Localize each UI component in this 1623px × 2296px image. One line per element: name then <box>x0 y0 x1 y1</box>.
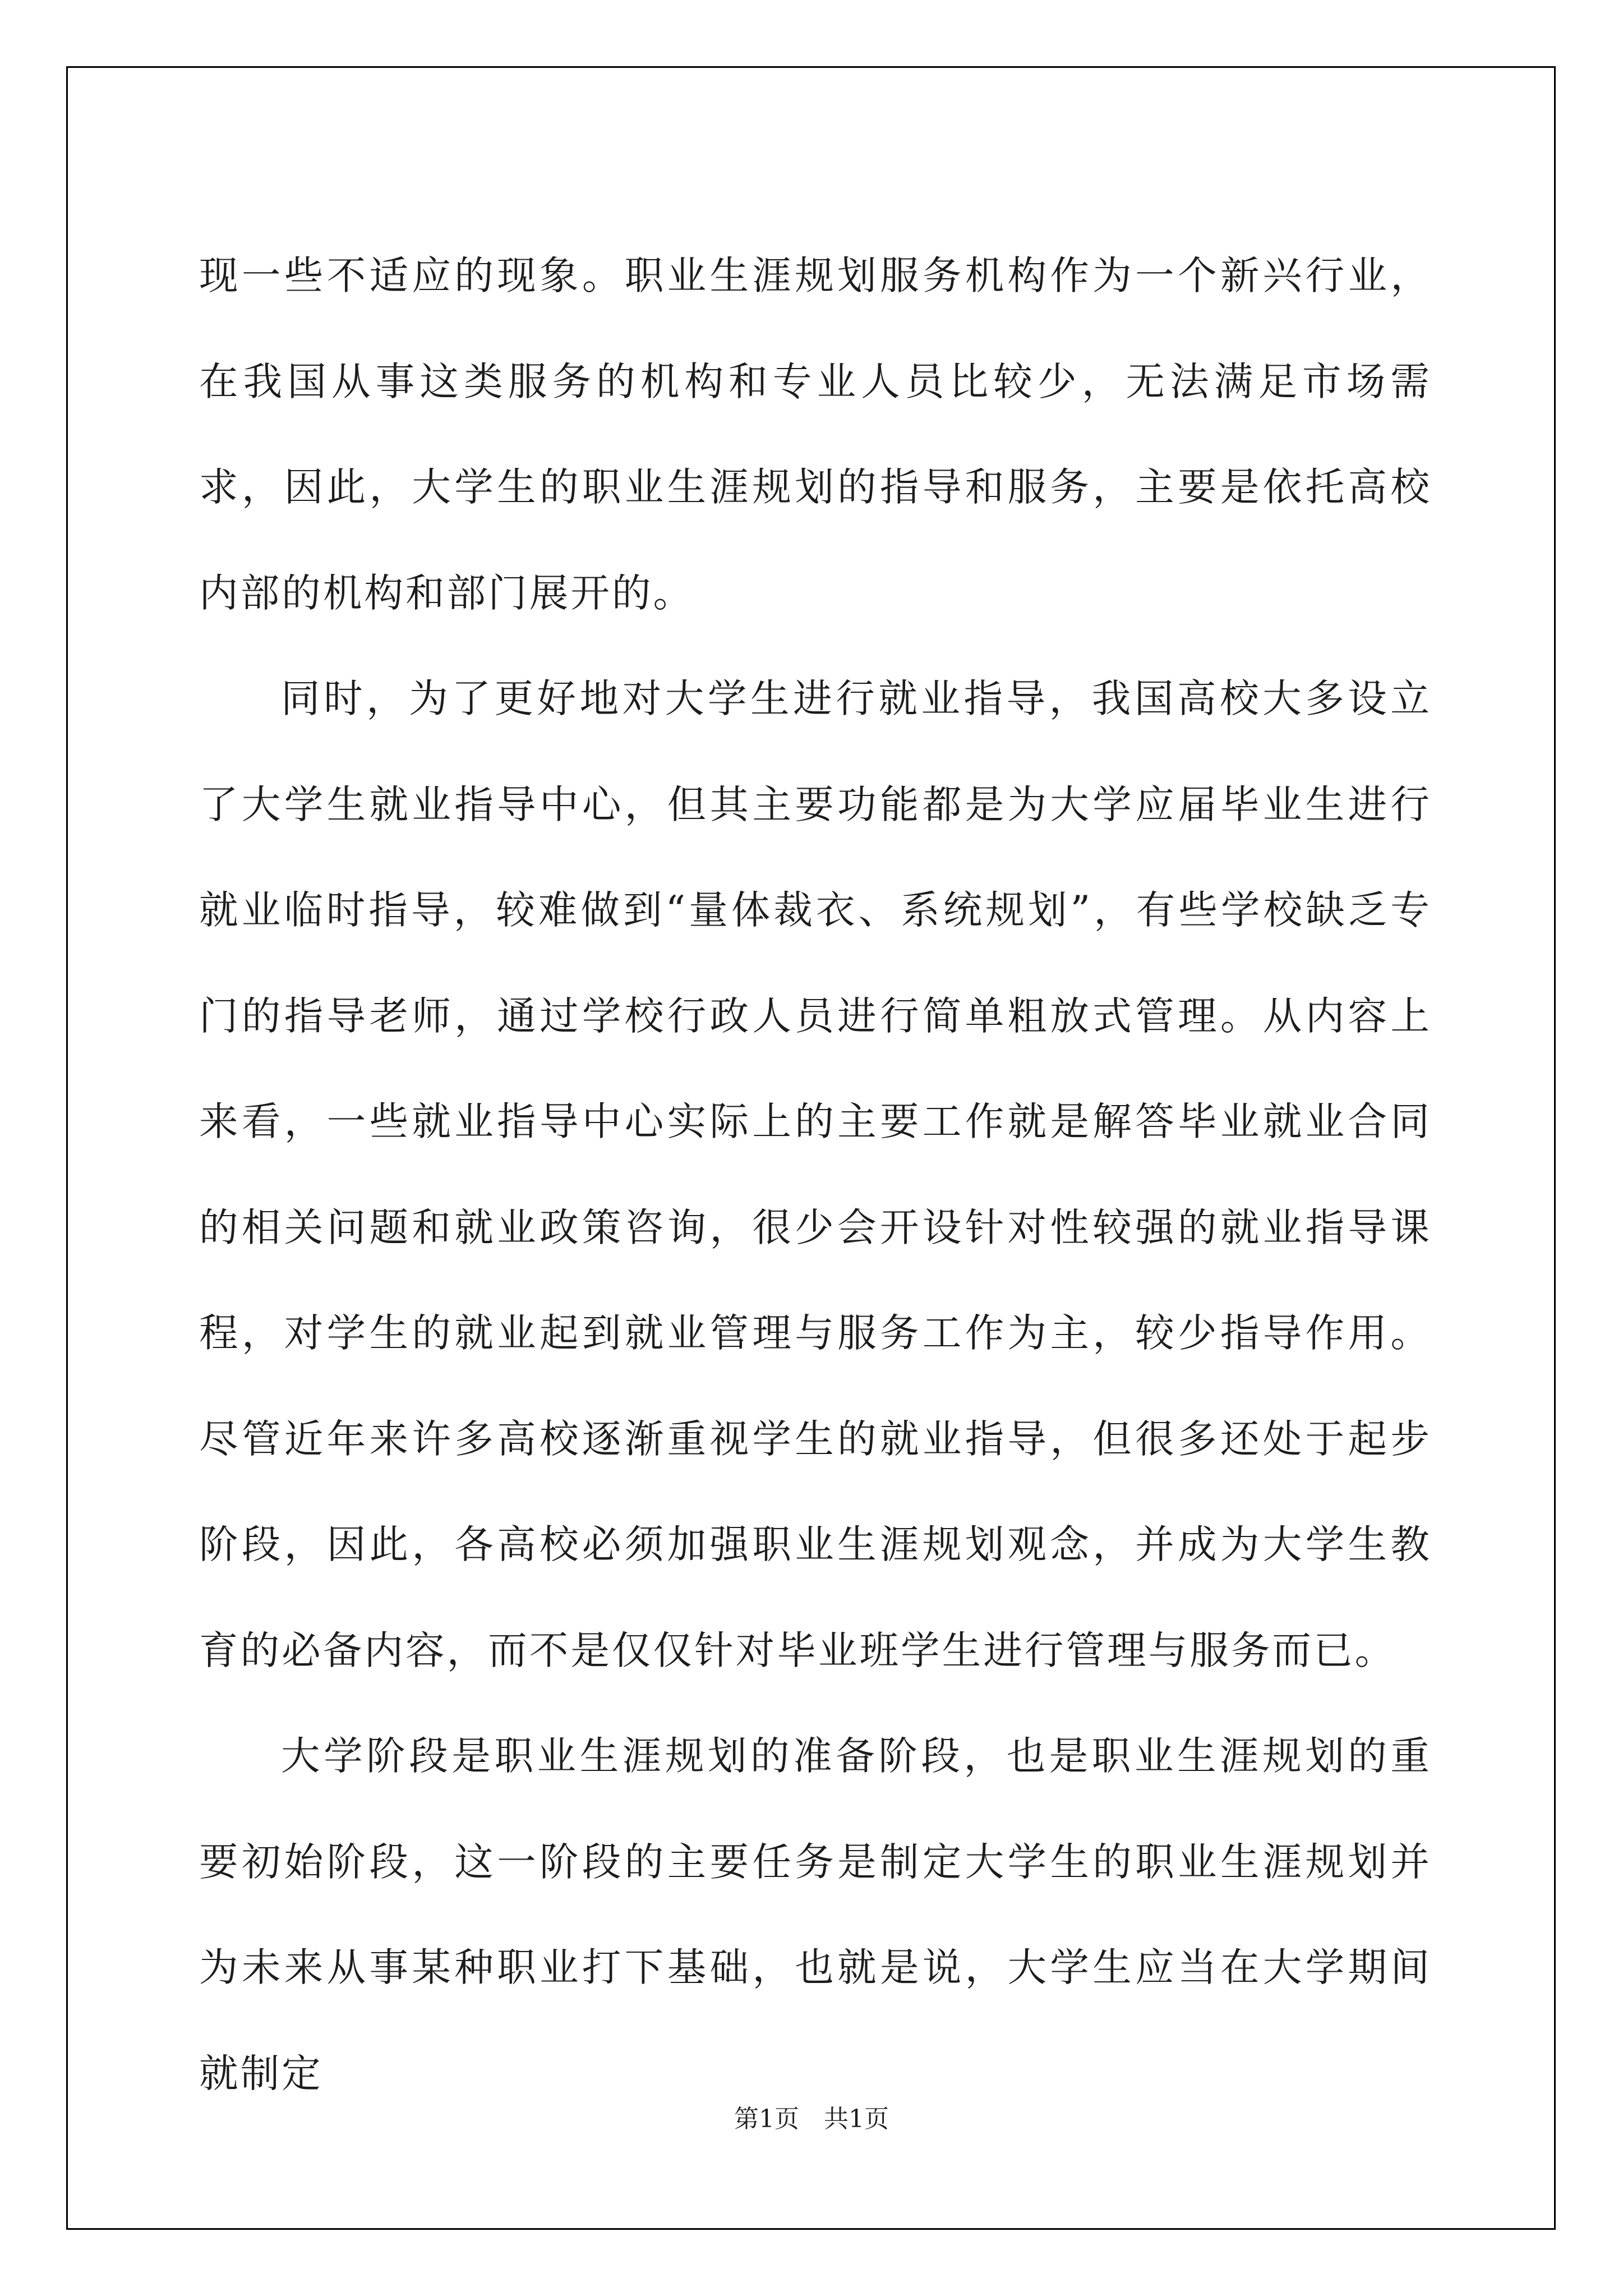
document-body <box>199 223 1432 2127</box>
paragraph-3: 大学阶段是职业生涯规划的准备阶段，也是职业生涯规划的重要初始阶段，这一阶段的主要任务是制定大学生的职业生涯规划并为未来从事某种职业打下基础，也就是说，大学生应当在大学期间就制定 <box>199 1733 1432 2096</box>
paragraph-2: 同时，为了更好地对大学生进行就业指导，我国高校大多设立了大学生就业指导中心，但其主要功能都是为大学应届毕业生进行就业临时指导，较难做到“量体裁衣、系统规划”，有些学校缺乏专门的指导老师，通过学校行政人员进行简单粗放式管理。从内容上来看，一些就业指导中心实际上的主要工作就是解答毕业就业合同的相关问题和就业政策咨询，很少会开设针对性较强的就业指导课程，对学生的就业起到就业管理与服务工作为主，较少指导作用。尽管近年来许多高校逐渐重视学生的就业指导，但很多还处于起步阶段，因此，各高校必须加强职业生涯规划观念，并成为大学生教育的必备内容，而不是仅仅针对毕业班学生进行管理与服务而已。 <box>199 676 1432 1673</box>
paragraph-1: 现一些不适应的现象。职业生涯规划服务机构作为一个新兴行业，在我国从事这类服务的机构和专业人员比较少，无法满足市场需求，因此，大学生的职业生涯规划的指导和服务，主要是依托高校内部的机构和部门展开的。 <box>199 253 1432 616</box>
page-number-footer: 第1页 共1页 <box>734 2105 889 2133</box>
